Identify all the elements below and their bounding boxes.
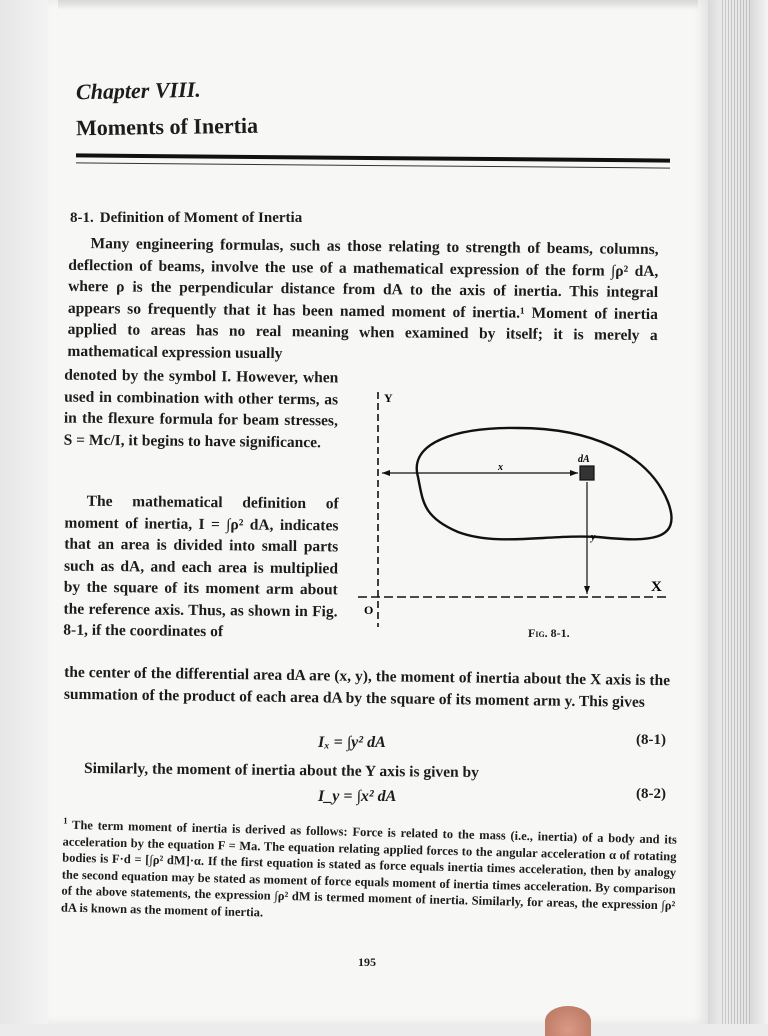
chapter-label: Chapter VIII. bbox=[75, 76, 201, 105]
book-page-edges bbox=[720, 0, 750, 1024]
equation-ix: Iₓ = ∫y² dA bbox=[318, 734, 386, 751]
x-dimension-label: x bbox=[498, 462, 503, 473]
element-da-square bbox=[580, 466, 594, 480]
finger-holding-page bbox=[545, 1006, 591, 1036]
equation-number-2: (8-2) bbox=[636, 786, 666, 802]
title-rule-thick bbox=[76, 153, 670, 162]
paragraph-definition: The mathematical definition of moment of inertia, I = ∫ρ² dA, indicates that an area is divided into small parts such as dA, and each area is multiplied by the square of its moment arm about the reference axis. Thus, as shown in Fig. 8-1, if the coordinates of bbox=[63, 492, 339, 641]
x-dimension-arrow-right bbox=[570, 470, 578, 476]
y-dimension-arrow bbox=[584, 586, 590, 594]
title-rule-thin bbox=[76, 162, 670, 168]
section-heading bbox=[70, 210, 302, 227]
similarly-sentence: Similarly, the moment of inertia about the Y axis is given by bbox=[83, 759, 480, 782]
footnote-text: The term moment of inertia is derived as follows: Force is related to the mass (i.e., inertia) of a body and its acceleration by the equation F = Ma. The equation relating applied forces to the angular acceleration α of rotating bodies is F·d = [∫ρ² dM]·α. If the first equation is stated as force equals inertia times acceleration, then by analogy the second equation may be stated as moment of force equals moment of inertia times acceleration. By comparison of the above statements, the expression ∫ρ² dM is termed moment of inertia. Similarly, for areas, the expression ∫ρ² dA is known as the moment of inertia. bbox=[60, 817, 678, 920]
x-axis-label: X bbox=[651, 579, 662, 595]
figure-caption: Fig. 8-1. bbox=[528, 626, 570, 640]
paragraph-flexure: denoted by the symbol I. However, when used in combination with other terms, as in the flexure formula for beam stresses, S = Mc/I, it begins to have significance. bbox=[63, 366, 339, 451]
page-top-shadow bbox=[58, 0, 698, 10]
background-left bbox=[0, 0, 52, 1024]
area-outline bbox=[417, 428, 672, 539]
figure-diagram bbox=[348, 382, 678, 662]
chapter-title: Moments of Inertia bbox=[75, 112, 259, 141]
paragraph-continuation: the center of the differential area dA are (x, y), the moment of inertia about the X axis is the summation of the product of each area dA by the square of its moment arm y. This gives bbox=[63, 663, 671, 711]
paragraph-intro: Many engineering formulas, such as those relating to strength of beams, columns, deflection of beams, involve the use of a mathematical expression of the form ∫ρ² dA, where ρ is the perpendicular distance from dA to the axis of inertia. This integral appears so frequently that it has been named moment of inertia.¹ Moment of inertia applied to areas has no real meaning when examined by itself; it is merely a mathematical expression usually bbox=[67, 235, 659, 362]
x-dimension-arrow-left bbox=[382, 470, 390, 476]
footnote bbox=[61, 813, 677, 931]
origin-label: O bbox=[364, 603, 374, 617]
element-da-label: dA bbox=[578, 454, 590, 465]
book-page bbox=[48, 0, 708, 1024]
page-number: 195 bbox=[358, 955, 376, 969]
equation-number-1: (8-1) bbox=[636, 732, 666, 748]
figure-8-1 bbox=[348, 382, 678, 662]
section-title: Definition of Moment of Inertia bbox=[99, 210, 303, 226]
footnote-mark: 1 bbox=[63, 815, 68, 826]
section-number: 8-1. bbox=[70, 210, 94, 226]
equation-iy: I_y = ∫x² dA bbox=[318, 788, 397, 805]
y-dimension-label: y bbox=[591, 532, 596, 543]
y-axis-label: Y bbox=[384, 391, 393, 405]
